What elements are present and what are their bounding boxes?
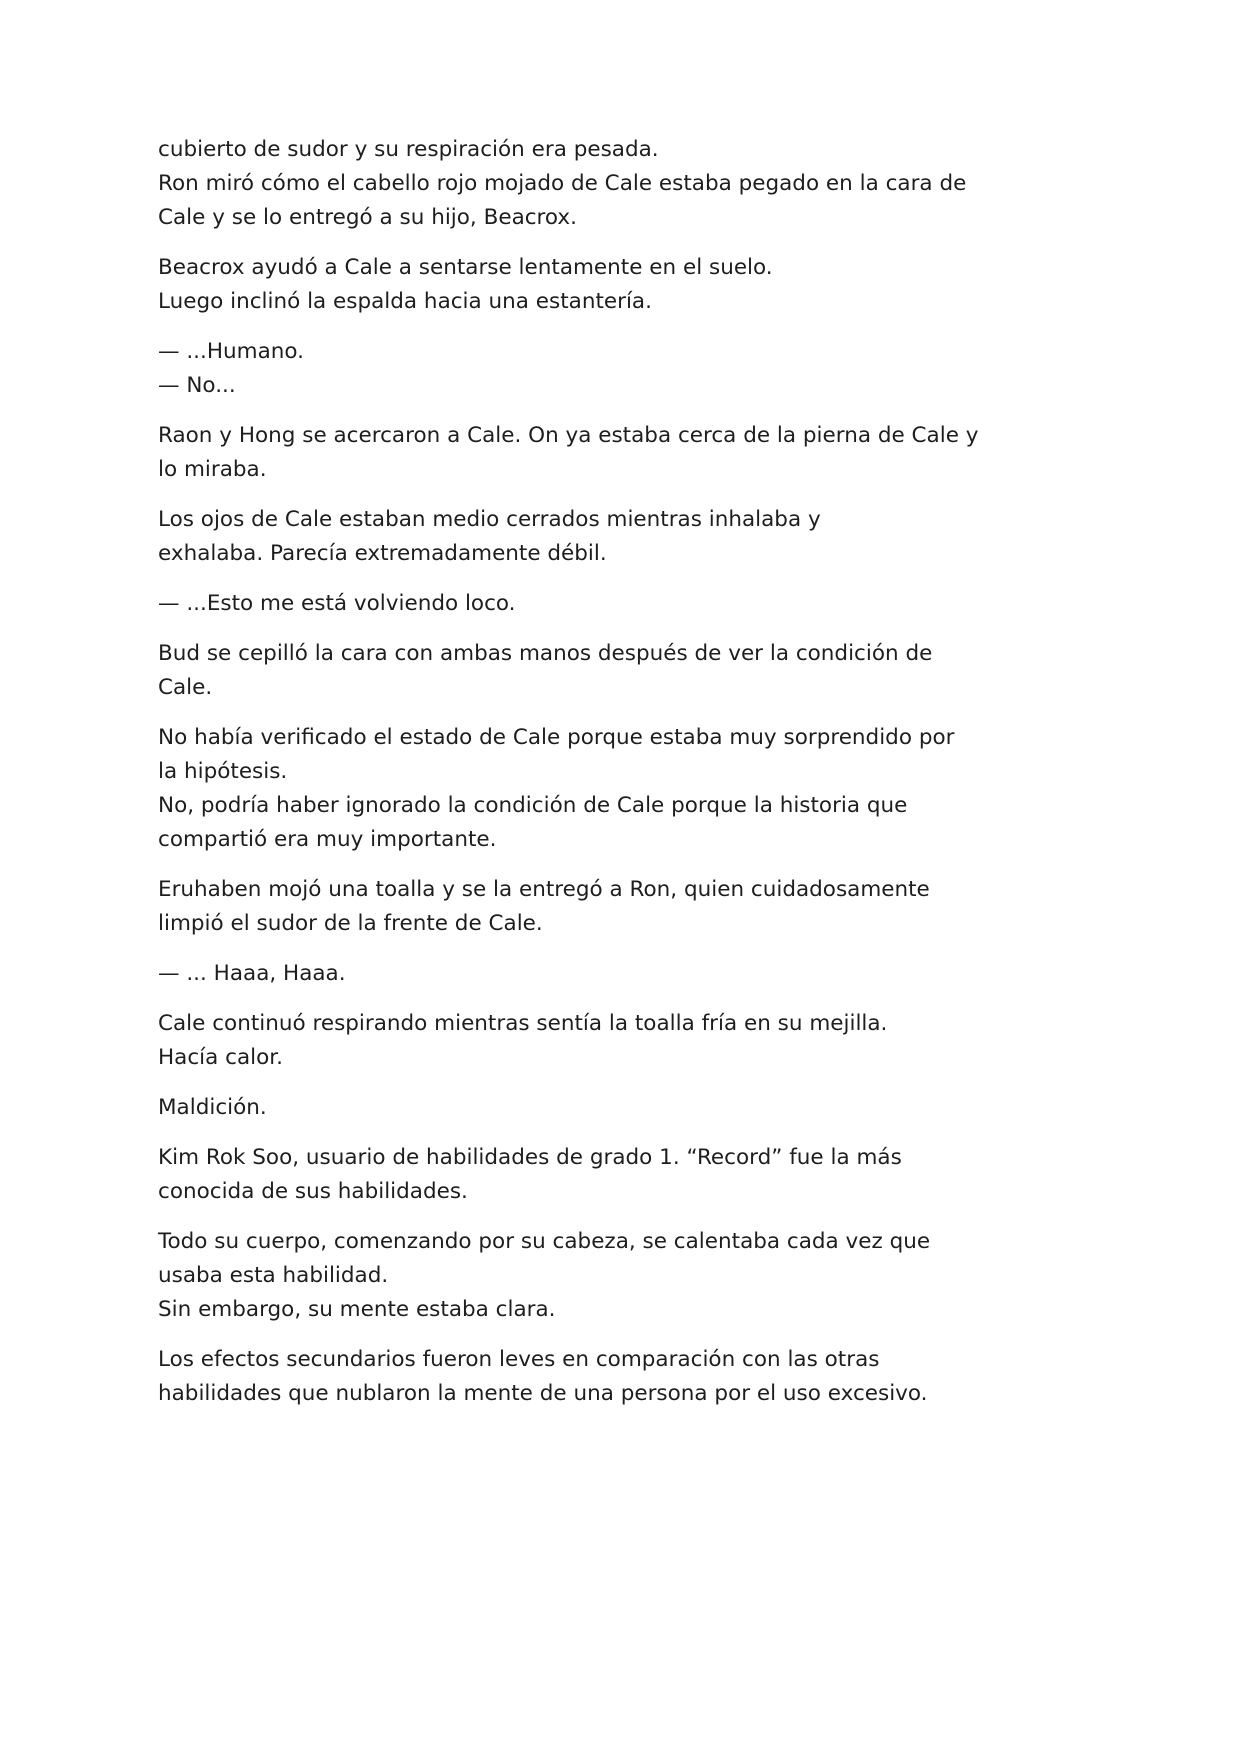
text-line: Beacrox ayudó a Cale a sentarse lentamente en el suelo.: [158, 255, 773, 280]
paragraph: [158, 637, 958, 705]
paragraph: [158, 1225, 958, 1327]
text-line: Los efectos secundarios fueron leves en comparación con las otras: [158, 1347, 880, 1372]
text-line: — ...Humano.: [158, 339, 304, 364]
text-line: Cale y se lo entregó a su hijo, Beacrox.: [158, 205, 577, 230]
text-line: Luego inclinó la espalda hacia una estantería.: [158, 289, 652, 314]
text-line: Cale continuó respirando mientras sentía la toalla fría en su mejilla.: [158, 1011, 888, 1036]
text-line: Raon y Hong se acercaron a Cale. On ya estaba cerca de la pierna de Cale y: [158, 423, 979, 448]
text-line: — ...Esto me está volviendo loco.: [158, 591, 516, 616]
text-line: compartió era muy importante.: [158, 827, 497, 852]
paragraph: [158, 1007, 958, 1075]
paragraph: [158, 251, 958, 319]
paragraph: [158, 335, 958, 403]
paragraph: [158, 133, 967, 235]
paragraph: [158, 503, 958, 571]
text-line: Hacía calor.: [158, 1045, 283, 1070]
text-line: Ron miró cómo el cabello rojo mojado de Cale estaba pegado en la cara de: [158, 171, 967, 196]
paragraph: [158, 1343, 958, 1411]
paragraph: [158, 957, 958, 991]
paragraph: [158, 721, 958, 857]
text-line: limpió el sudor de la frente de Cale.: [158, 911, 543, 936]
text-line: No, podría haber ignorado la condición de Cale porque la historia que: [158, 793, 908, 818]
text-line: usaba esta habilidad.: [158, 1263, 389, 1288]
text-line: No había verificado el estado de Cale porque estaba muy sorprendido por: [158, 725, 955, 750]
text-line: la hipótesis.: [158, 759, 288, 784]
text-line: Kim Rok Soo, usuario de habilidades de grado 1. “Record” fue la más: [158, 1145, 902, 1170]
text-line: Maldición.: [158, 1095, 267, 1120]
text-line: Los ojos de Cale estaban medio cerrados mientras inhalaba y: [158, 507, 821, 532]
paragraph: [158, 873, 958, 941]
text-line: habilidades que nublaron la mente de una persona por el uso excesivo.: [158, 1381, 928, 1406]
text-line: cubierto de sudor y su respiración era pesada.: [158, 137, 659, 162]
text-line: Cale.: [158, 675, 213, 700]
text-line: Todo su cuerpo, comenzando por su cabeza, se calentaba cada vez que: [158, 1229, 931, 1254]
text-line: Bud se cepilló la cara con ambas manos después de ver la condición de: [158, 641, 933, 666]
document-body: [158, 133, 979, 1427]
text-line: — ... Haaa, Haaa.: [158, 961, 346, 986]
text-line: lo miraba.: [158, 457, 267, 482]
paragraph: [158, 419, 979, 487]
text-line: Eruhaben mojó una toalla y se la entregó a Ron, quien cuidadosamente: [158, 877, 930, 902]
paragraph: [158, 587, 958, 621]
text-line: exhalaba. Parecía extremadamente débil.: [158, 541, 607, 566]
text-line: — No...: [158, 373, 236, 398]
paragraph: [158, 1141, 958, 1209]
paragraph: [158, 1091, 958, 1125]
text-line: Sin embargo, su mente estaba clara.: [158, 1297, 556, 1322]
text-line: conocida de sus habilidades.: [158, 1179, 468, 1204]
